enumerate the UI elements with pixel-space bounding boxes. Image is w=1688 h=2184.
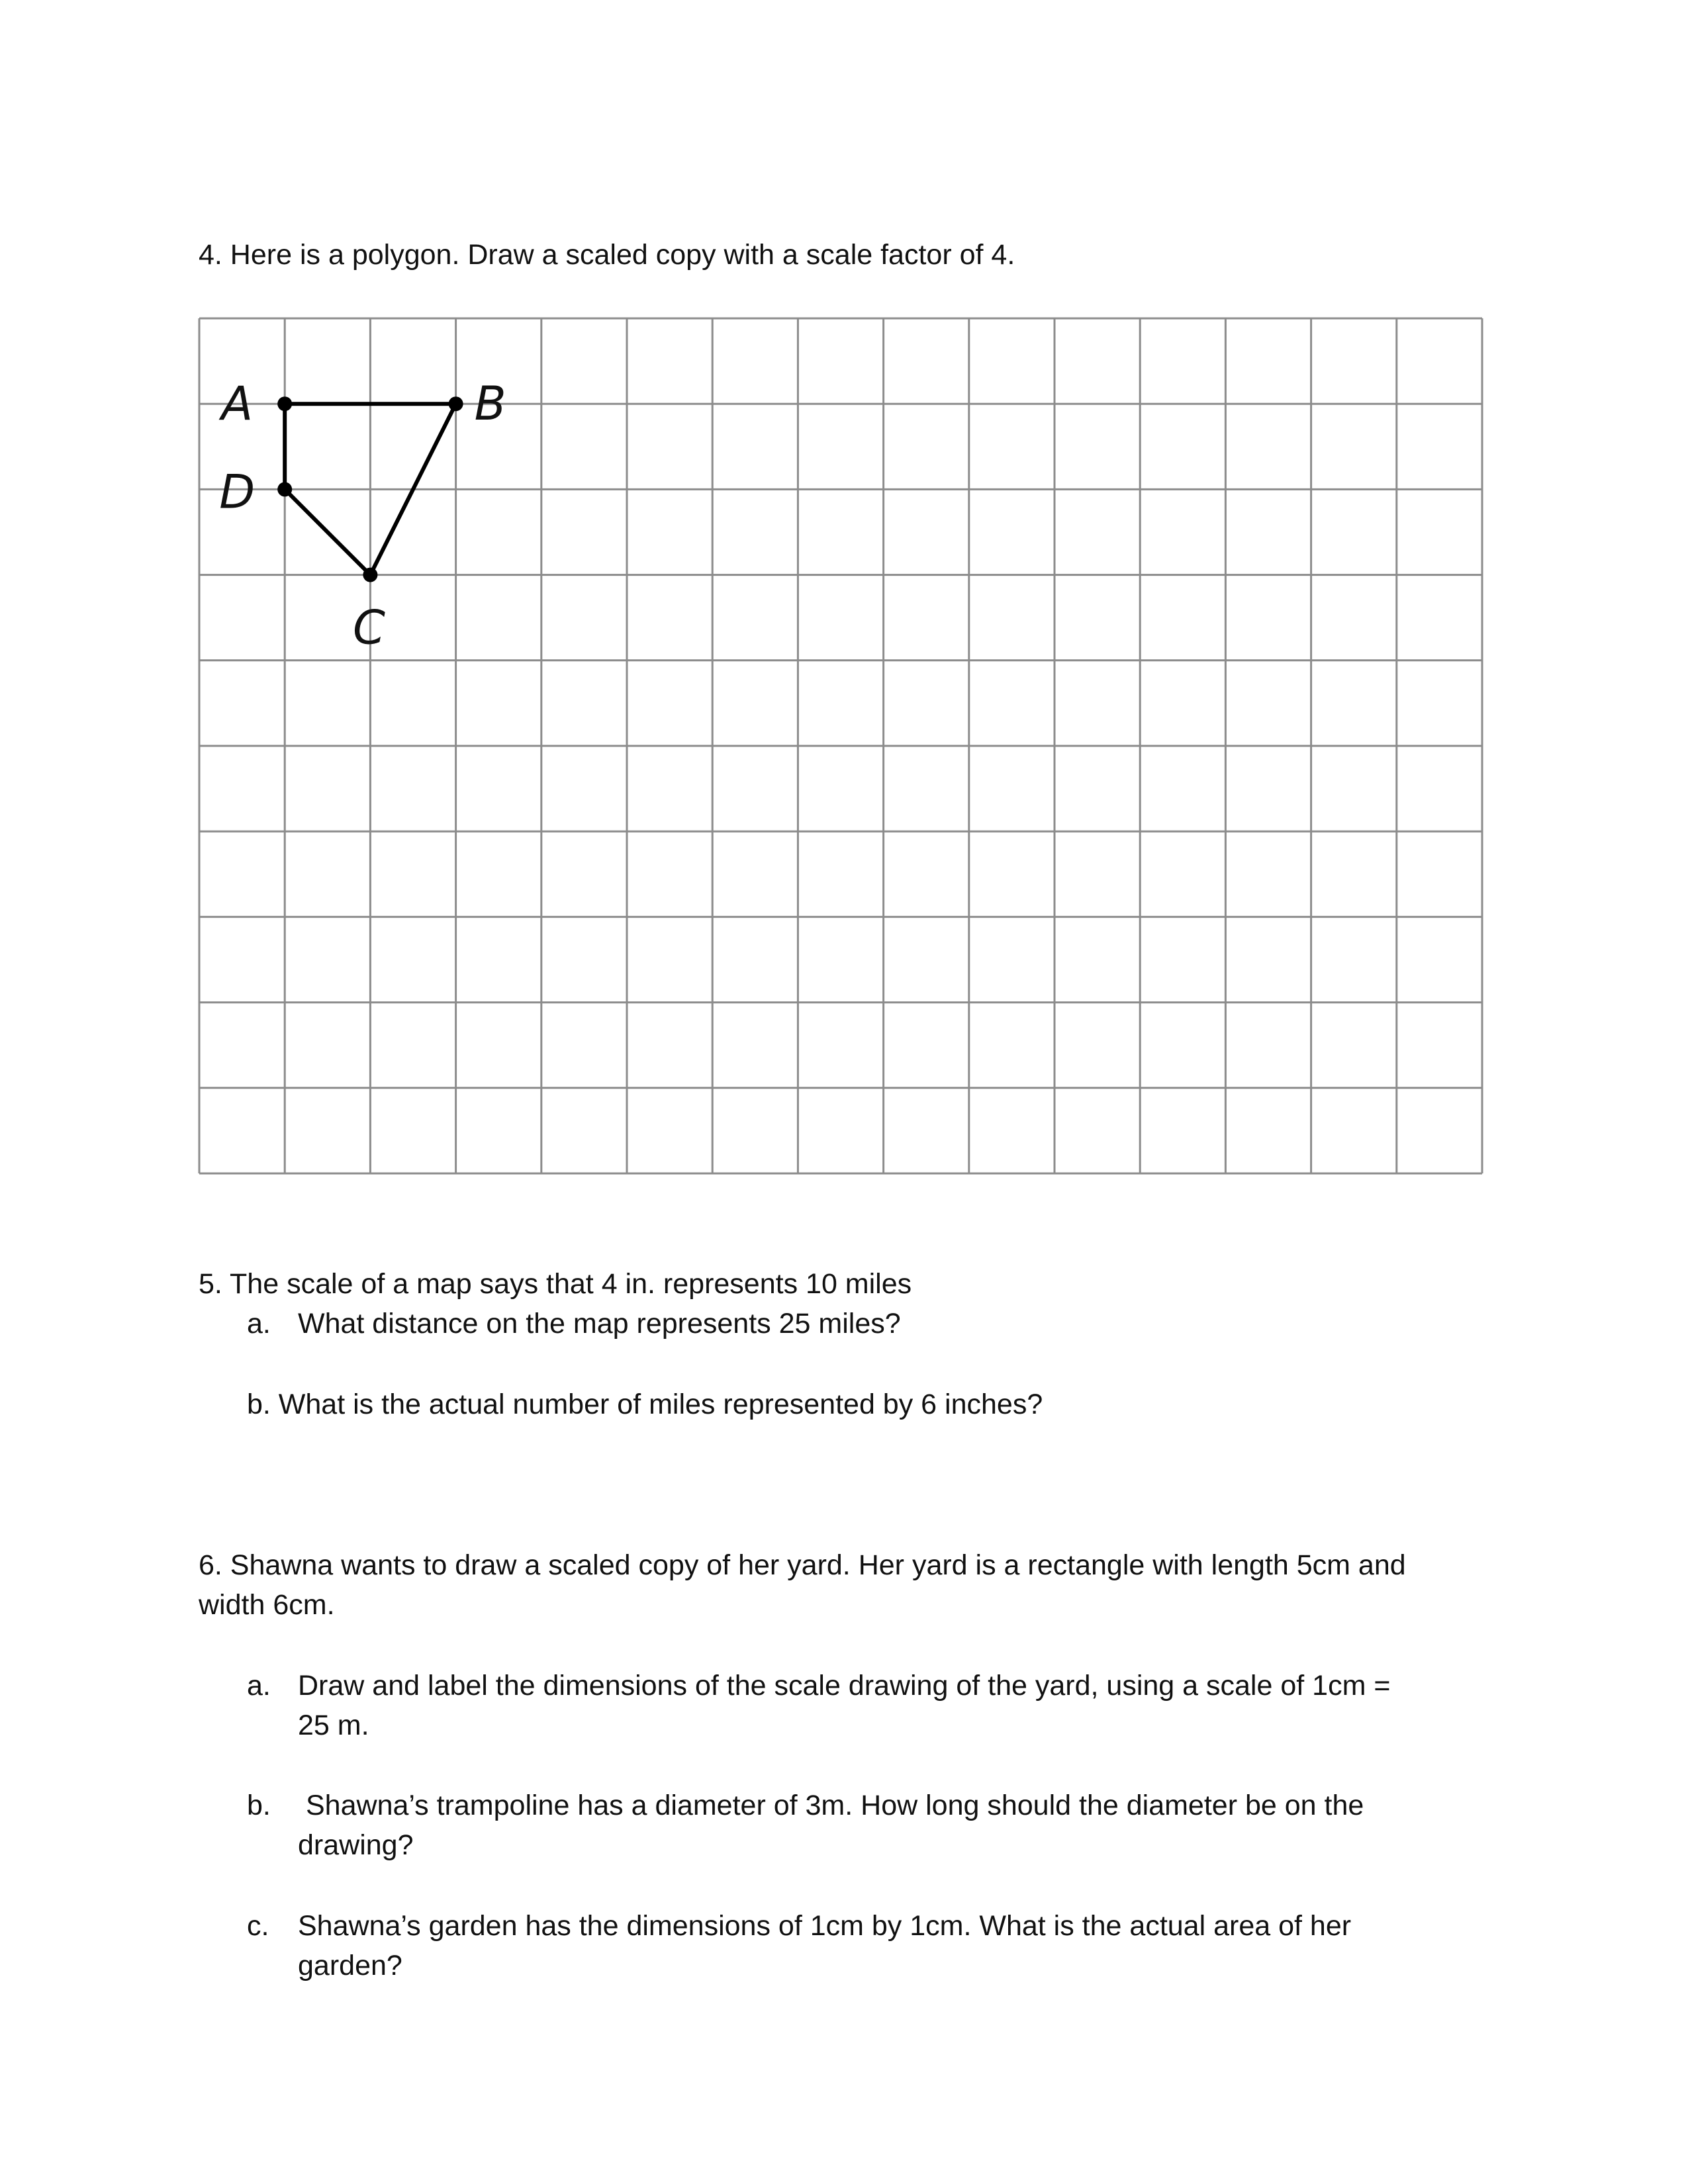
question-5-prompt: 5. The scale of a map says that 4 in. represents 10 miles <box>199 1268 912 1300</box>
question-6a-line-1: Draw and label the dimensions of the scale drawing of the yard, using a scale of 1cm = <box>298 1670 1391 1702</box>
question-6c-line-1: Shawna’s garden has the dimensions of 1cm by 1cm. What is the actual area of her <box>298 1910 1352 1942</box>
vertex-labels <box>218 377 506 655</box>
question-6-prompt-line-1: 6. Shawna wants to draw a scaled copy of her yard. Her yard is a rectangle with length 5cm and <box>199 1549 1406 1581</box>
question-5b-text: b. What is the actual number of miles represented by 6 inches? <box>247 1388 1043 1420</box>
question-5a-marker: a. <box>247 1308 271 1340</box>
question-6b-line-1: Shawna’s trampoline has a diameter of 3m. How long should the diameter be on the <box>306 1790 1364 1821</box>
vertex-label-c: C <box>352 600 385 655</box>
question-6c-line-2: garden? <box>298 1950 402 1981</box>
vertex-point-b <box>449 396 463 411</box>
vertex-label-d: D <box>219 465 256 520</box>
vertex-point-d <box>277 482 292 496</box>
vertex-label-a: A <box>221 377 254 432</box>
grid-lines <box>199 318 1482 1173</box>
question-6c-marker: c. <box>247 1910 269 1942</box>
question-5a-text: What distance on the map represents 25 miles? <box>298 1308 901 1340</box>
question-4-prompt: 4. Here is a polygon. Draw a scaled copy with a scale factor of 4. <box>199 239 1015 271</box>
question-6a-line-2: 25 m. <box>298 1709 369 1741</box>
question-6a-marker: a. <box>247 1670 271 1702</box>
vertex-label-b: B <box>474 377 506 432</box>
question-6b-line-2: drawing? <box>298 1829 414 1861</box>
vertex-point-a <box>277 396 292 411</box>
vertex-point-c <box>363 568 377 582</box>
question-6-prompt-line-2: width 6cm. <box>199 1589 335 1621</box>
question-6b-marker: b. <box>247 1790 271 1821</box>
